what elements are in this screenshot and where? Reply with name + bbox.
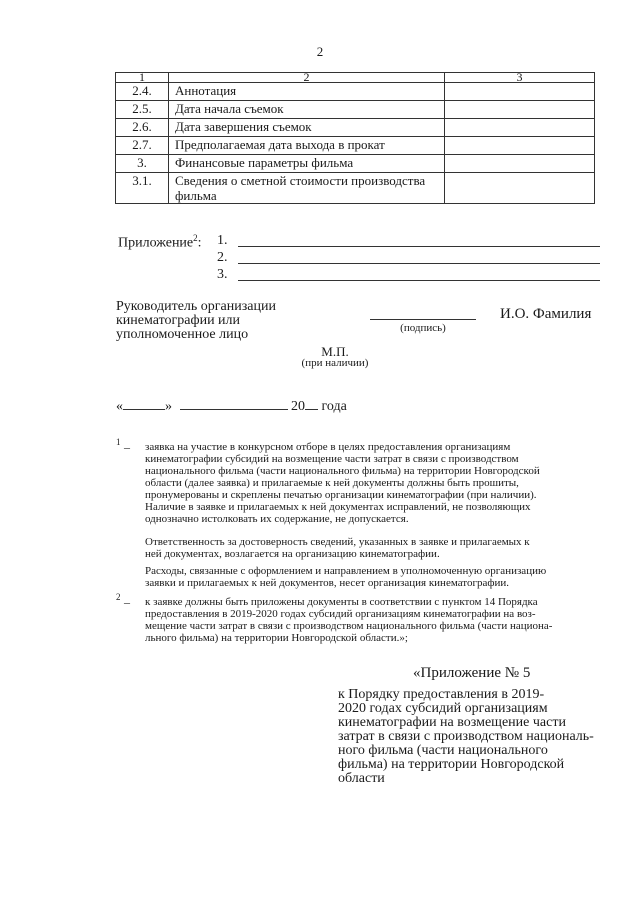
row-label: Дата завершения съемок bbox=[169, 119, 445, 137]
row-value-cell bbox=[445, 155, 595, 173]
footnote-1-paragraph-3 bbox=[145, 565, 585, 589]
stamp-label: М.П. bbox=[321, 344, 349, 359]
footnote-2-mark: 2 bbox=[116, 592, 121, 602]
footnote-line: области (далее заявка) и прилагаемые к ней документы должны быть прошиты, bbox=[145, 477, 519, 489]
row-value-cell bbox=[445, 83, 595, 101]
row-value-cell bbox=[445, 101, 595, 119]
row-label: Предполагаемая дата выхода в прокат bbox=[169, 137, 445, 155]
appendix-line: кинематографии на возмещение части bbox=[338, 715, 566, 730]
attachments-label-text: Приложение bbox=[118, 235, 194, 251]
attachment-number-1: 1. bbox=[217, 233, 228, 248]
footnote-line: заявка на участие в конкурсном отборе в целях предоставления организациям bbox=[145, 441, 511, 453]
row-number: 2.6. bbox=[116, 119, 169, 137]
page-number: 2 bbox=[316, 44, 324, 59]
footnote-line: мещение части затрат в связи с производством национального фильма (части национа- bbox=[145, 620, 553, 632]
row-number: 2.4. bbox=[116, 83, 169, 101]
footnote-line: ней документах, возлагается на организацию кинематографии. bbox=[145, 548, 440, 560]
signatory-line-2: кинематографии или bbox=[116, 313, 241, 328]
year-prefix: 20 bbox=[291, 399, 305, 414]
row-number: 2.7. bbox=[116, 137, 169, 155]
footnote-line: Расходы, связанные с оформлением и направлением в уполномоченную организацию bbox=[145, 565, 547, 577]
signature-line bbox=[370, 319, 476, 320]
appendix-title: «Приложение № 5 bbox=[413, 665, 531, 681]
application-table bbox=[115, 72, 595, 204]
footnote-line: заявки и прилагаемых к ней документов, несет организация кинематографии. bbox=[145, 577, 510, 589]
attachments-label bbox=[118, 233, 202, 252]
appendix-description bbox=[338, 688, 603, 786]
row-number: 3. bbox=[116, 155, 169, 173]
date-open-quote: « bbox=[116, 399, 123, 414]
attachment-number-2: 2. bbox=[217, 250, 228, 265]
header-col-3: 3 bbox=[445, 73, 595, 83]
appendix-line: 2020 годах субсидий организациям bbox=[338, 701, 548, 716]
header-col-2: 2 bbox=[169, 73, 445, 83]
table-row bbox=[116, 101, 595, 119]
table-row bbox=[116, 119, 595, 137]
date-close-quote: » bbox=[165, 399, 172, 414]
signatory-name: И.О. Фамилия bbox=[500, 306, 592, 322]
table-header-row bbox=[116, 73, 595, 83]
table-row bbox=[116, 83, 595, 101]
appendix-line: к Порядку предоставления в 2019- bbox=[338, 687, 545, 702]
footnote-ref-2: 2 bbox=[193, 233, 198, 243]
signatory-line-3: уполномоченное лицо bbox=[116, 327, 249, 342]
table-row bbox=[116, 137, 595, 155]
footnote-line: предоставления в 2019-2020 годах субсидий организациям кинематографии на воз- bbox=[145, 608, 536, 620]
row-number: 3.1. bbox=[116, 173, 169, 204]
day-blank bbox=[123, 397, 165, 410]
signatory-line-1: Руководитель организации bbox=[116, 299, 276, 314]
row-label: Аннотация bbox=[169, 83, 445, 101]
footnote-line: национального фильма (части национального фильма) на территории Новгородской bbox=[145, 465, 540, 477]
signatory-title bbox=[116, 300, 316, 342]
row-value-cell bbox=[445, 119, 595, 137]
footnote-line: кинематографии субсидий на возмещение части затрат в связи с производством bbox=[145, 453, 519, 465]
appendix-line: области bbox=[338, 771, 385, 786]
year-word: года bbox=[321, 399, 347, 414]
row-label: Финансовые параметры фильма bbox=[169, 155, 445, 173]
attachment-line-3 bbox=[238, 280, 600, 281]
attachments-colon: : bbox=[197, 235, 202, 251]
appendix-line: затрат в связи с производством националь- bbox=[338, 729, 594, 744]
appendix-line: фильма) на территории Новгородской bbox=[338, 757, 565, 772]
appendix-line: ного фильма (части национального bbox=[338, 743, 548, 758]
date-line bbox=[116, 397, 347, 415]
stamp-note: (при наличии) bbox=[301, 357, 369, 369]
footnote-line: Наличие в заявке и прилагаемых к ней документах исправлений, не позволяющих bbox=[145, 501, 531, 513]
footnote-line: к заявке должны быть приложены документы в соответствии с пунктом 14 Порядка bbox=[145, 596, 538, 608]
footnote-2-dash: – bbox=[124, 595, 130, 609]
footnote-1-paragraph-1 bbox=[145, 441, 585, 525]
attachment-number-3: 3. bbox=[217, 267, 228, 282]
footnote-1-dash: – bbox=[124, 440, 130, 454]
header-col-1: 1 bbox=[116, 73, 169, 83]
row-number: 2.5. bbox=[116, 101, 169, 119]
row-value-cell bbox=[445, 173, 595, 204]
footnote-2-paragraph bbox=[145, 596, 585, 644]
attachment-line-2 bbox=[238, 263, 600, 264]
footnote-line: однозначно истолковать их содержание, не допускается. bbox=[145, 513, 409, 525]
footnote-1-paragraph-2 bbox=[145, 536, 585, 560]
signature-caption: (подпись) bbox=[400, 322, 446, 334]
table-row bbox=[116, 155, 595, 173]
month-blank bbox=[180, 397, 288, 410]
row-value-cell bbox=[445, 137, 595, 155]
footnote-line: Ответственность за достоверность сведений, указанных в заявке и прилагаемых к bbox=[145, 536, 530, 548]
year-blank bbox=[305, 397, 318, 410]
footnote-line: пронумерованы и скреплены печатью организации кинематографии (при наличии). bbox=[145, 489, 537, 501]
row-label: Дата начала съемок bbox=[169, 101, 445, 119]
table-row bbox=[116, 173, 595, 204]
footnote-line: льного фильма) на территории Новгородской области.»; bbox=[145, 632, 408, 644]
attachment-line-1 bbox=[238, 246, 600, 247]
row-label: Сведения о сметной стоимости производства фильма bbox=[169, 173, 445, 204]
footnote-1-mark: 1 bbox=[116, 437, 121, 447]
